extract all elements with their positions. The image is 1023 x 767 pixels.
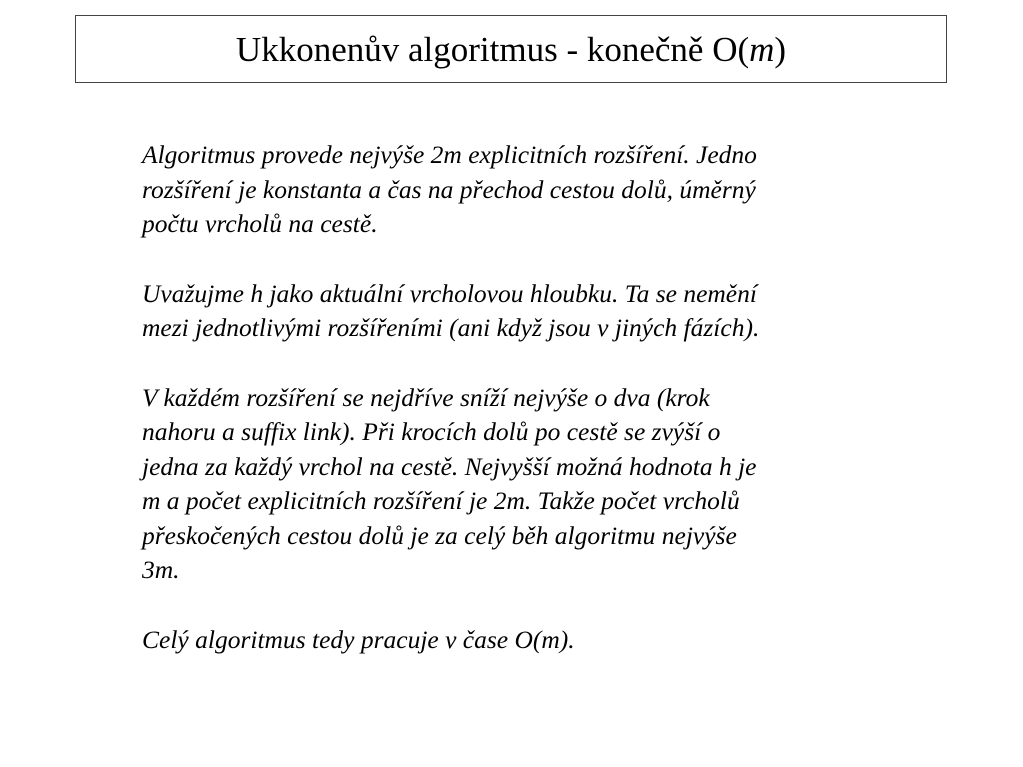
text-line: mezi jednotlivými rozšířeními (ani když jsou v jiných fázích). xyxy=(142,313,760,342)
text-line: Uvažujme h jako aktuální vrcholovou hloubku. Ta se nemění xyxy=(142,278,757,308)
text-line: přeskočených cestou dolů je za celý běh algoritmu nejvýše xyxy=(142,520,737,550)
slide-title xyxy=(235,29,787,69)
paragraph-explicit-extensions xyxy=(142,138,902,242)
text-line: rozšíření je konstanta a čas na přechod cestou dolů, úměrný xyxy=(142,174,756,204)
text-line: Algoritmus provede nejvýše 2m explicitních rozšíření. Jedno xyxy=(142,140,757,169)
slide-title-suffix: ) xyxy=(774,29,787,69)
text-line: m a počet explicitních rozšíření je 2m. Takže počet vrcholů xyxy=(142,486,740,515)
slide-title-prefix: Ukkonenův algoritmus - konečně O( xyxy=(235,29,750,69)
text-line: jedna za každý vrchol na cestě. Nejvyšší možná hodnota h je xyxy=(142,451,757,481)
text-line: 3m. xyxy=(142,555,180,584)
paragraph-node-depth xyxy=(142,277,902,346)
slide-title-variable: m xyxy=(749,29,775,69)
text-line: Celý algoritmus tedy pracuje v čase O(m). xyxy=(142,624,575,654)
text-line: počtu vrcholů na cestě. xyxy=(142,209,378,238)
paragraph-depth-analysis xyxy=(142,381,902,588)
text-line: V každém rozšíření se nejdříve sníží nejvýše o dva (krok xyxy=(142,382,710,412)
slide-title-box xyxy=(75,15,947,83)
slide-body xyxy=(142,138,902,692)
paragraph-conclusion xyxy=(142,623,902,658)
text-line: nahoru a suffix link). Při krocích dolů po cestě se zvýší o xyxy=(142,417,721,446)
